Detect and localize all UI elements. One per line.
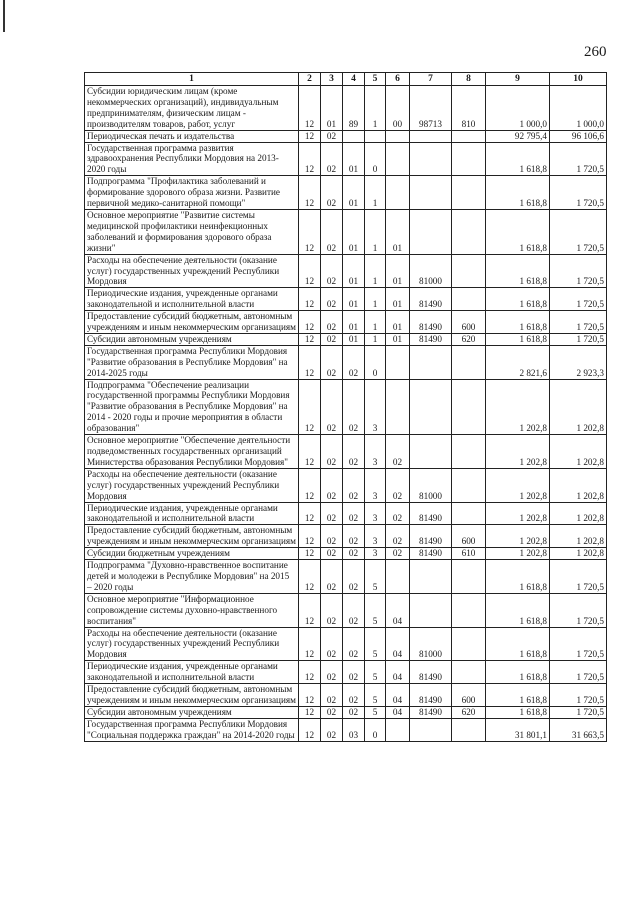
row-name: Государственная программа Республики Мордовия "Социальная поддержка граждан" на 2014-2020 годы [85, 718, 299, 741]
row-event: 04 [386, 627, 410, 661]
row-direction [410, 142, 452, 176]
row-subprogram: 1 [365, 254, 386, 288]
row-amount-year-2: 1 202,8 [550, 525, 607, 548]
row-program: 02 [343, 435, 365, 469]
row-program: 89 [343, 86, 365, 131]
row-event: 02 [386, 435, 410, 469]
row-section: 12 [299, 333, 321, 345]
row-subsection: 02 [321, 684, 343, 707]
table-row [85, 525, 607, 548]
row-event [386, 130, 410, 142]
row-subprogram: 5 [365, 593, 386, 627]
row-subprogram: 5 [365, 661, 386, 684]
row-name: Расходы на обеспечение деятельности (оказание услуг) государственных учреждений Республики Мордовия [85, 627, 299, 661]
row-subsection: 02 [321, 560, 343, 594]
row-subsection: 02 [321, 718, 343, 741]
row-event: 01 [386, 254, 410, 288]
row-amount-year-1: 1 618,8 [486, 288, 550, 311]
row-subprogram: 1 [365, 333, 386, 345]
row-section: 12 [299, 525, 321, 548]
row-amount-year-1: 1 618,8 [486, 593, 550, 627]
table-row [85, 502, 607, 525]
row-amount-year-2: 1 720,5 [550, 288, 607, 311]
row-expense-type [452, 718, 486, 741]
row-subsection: 02 [321, 130, 343, 142]
row-program: 02 [343, 661, 365, 684]
row-subprogram: 1 [365, 86, 386, 131]
row-name: Основное мероприятие "Информационное сопровождение системы духовно-нравственного воспитания" [85, 593, 299, 627]
row-event: 02 [386, 468, 410, 502]
row-expense-type: 600 [452, 525, 486, 548]
row-amount-year-1: 1 618,8 [486, 333, 550, 345]
row-subprogram: 3 [365, 435, 386, 469]
row-event: 04 [386, 706, 410, 718]
table-row [85, 379, 607, 435]
table-row [85, 661, 607, 684]
header-cell-4: 4 [343, 73, 365, 86]
row-section: 12 [299, 548, 321, 560]
row-direction [410, 176, 452, 210]
header-cell-3: 3 [321, 73, 343, 86]
row-section: 12 [299, 288, 321, 311]
header-cell-6: 6 [386, 73, 410, 86]
row-subsection: 02 [321, 468, 343, 502]
row-program: 01 [343, 333, 365, 345]
row-subprogram: 0 [365, 718, 386, 741]
row-expense-type [452, 468, 486, 502]
row-name: Государственная программа развития здравоохранения Республики Мордовия на 2013-2020 годы [85, 142, 299, 176]
row-name: Субсидии юридическим лицам (кроме некоммерческих организаций), индивидуальным предпринимателям, физическим лицам - производителям товаров, работ, услуг [85, 86, 299, 131]
table-row [85, 345, 607, 379]
row-subprogram: 3 [365, 548, 386, 560]
row-direction: 81490 [410, 288, 452, 311]
row-expense-type [452, 209, 486, 254]
row-name: Предоставление субсидий бюджетным, автономным учреждениям и иным некоммерческим организациям [85, 525, 299, 548]
row-subsection: 02 [321, 333, 343, 345]
row-subsection: 02 [321, 254, 343, 288]
row-name: Субсидии бюджетным учреждениям [85, 548, 299, 560]
row-name: Периодические издания, учрежденные органами законодательной и исполнительной власти [85, 288, 299, 311]
row-expense-type [452, 593, 486, 627]
row-amount-year-1: 1 618,8 [486, 706, 550, 718]
row-name: Субсидии автономным учреждениям [85, 333, 299, 345]
row-subprogram: 1 [365, 311, 386, 334]
row-program: 02 [343, 684, 365, 707]
row-subsection: 02 [321, 627, 343, 661]
row-section: 12 [299, 627, 321, 661]
row-amount-year-2: 96 106,6 [550, 130, 607, 142]
row-name: Периодическая печать и издательства [85, 130, 299, 142]
row-event [386, 345, 410, 379]
row-amount-year-2: 1 720,5 [550, 684, 607, 707]
row-direction: 81490 [410, 502, 452, 525]
row-name: Подпрограмма "Профилактика заболеваний и формирование здорового образа жизни. Развитие первичной медико-санитарной помощи" [85, 176, 299, 210]
row-expense-type [452, 130, 486, 142]
table-row [85, 86, 607, 131]
table-row [85, 468, 607, 502]
row-name: Периодические издания, учрежденные органами законодательной и исполнительной власти [85, 502, 299, 525]
row-amount-year-1: 1 618,8 [486, 209, 550, 254]
row-expense-type: 620 [452, 333, 486, 345]
row-event [386, 142, 410, 176]
row-section: 12 [299, 130, 321, 142]
row-direction [410, 435, 452, 469]
row-expense-type [452, 379, 486, 435]
row-name: Основное мероприятие "Обеспечение деятельности подведомственных государственных организаций Министерства образования Республики Мордовия" [85, 435, 299, 469]
row-direction: 81490 [410, 684, 452, 707]
row-subprogram: 5 [365, 684, 386, 707]
row-direction: 81490 [410, 525, 452, 548]
row-amount-year-1: 2 821,6 [486, 345, 550, 379]
row-subprogram: 5 [365, 706, 386, 718]
row-program: 02 [343, 525, 365, 548]
header-cell-5: 5 [365, 73, 386, 86]
row-subsection: 01 [321, 86, 343, 131]
row-expense-type [452, 502, 486, 525]
row-direction: 81490 [410, 661, 452, 684]
row-amount-year-2: 1 720,5 [550, 627, 607, 661]
row-amount-year-2: 1 202,8 [550, 468, 607, 502]
row-event: 01 [386, 288, 410, 311]
row-amount-year-1: 1 202,8 [486, 468, 550, 502]
row-amount-year-2: 1 720,5 [550, 209, 607, 254]
row-subsection: 02 [321, 525, 343, 548]
row-amount-year-2: 1 202,8 [550, 379, 607, 435]
table-row [85, 254, 607, 288]
row-direction: 98713 [410, 86, 452, 131]
row-direction: 81490 [410, 706, 452, 718]
row-section: 12 [299, 684, 321, 707]
row-subprogram: 5 [365, 560, 386, 594]
row-amount-year-2: 1 720,5 [550, 333, 607, 345]
row-section: 12 [299, 209, 321, 254]
row-subsection: 02 [321, 379, 343, 435]
row-section: 12 [299, 435, 321, 469]
table-row [85, 311, 607, 334]
row-name: Подпрограмма "Духовно-нравственное воспитание детей и молодежи в Республике Мордовия" на 2015 – 2020 годы [85, 560, 299, 594]
row-amount-year-2: 1 720,5 [550, 706, 607, 718]
row-program: 01 [343, 209, 365, 254]
row-event [386, 560, 410, 594]
row-expense-type: 600 [452, 311, 486, 334]
row-expense-type: 610 [452, 548, 486, 560]
row-name: Расходы на обеспечение деятельности (оказание услуг) государственных учреждений Республики Мордовия [85, 468, 299, 502]
row-program [343, 130, 365, 142]
row-program: 01 [343, 311, 365, 334]
row-amount-year-2: 1 720,5 [550, 142, 607, 176]
table-row [85, 627, 607, 661]
row-amount-year-2: 1 202,8 [550, 502, 607, 525]
row-section: 12 [299, 502, 321, 525]
row-direction [410, 130, 452, 142]
row-amount-year-1: 1 202,8 [486, 548, 550, 560]
row-subsection: 02 [321, 311, 343, 334]
row-amount-year-2: 31 663,5 [550, 718, 607, 741]
row-name: Государственная программа Республики Мордовия "Развитие образования в Республике Мордовия" на 2014-2025 годы [85, 345, 299, 379]
row-subsection: 02 [321, 661, 343, 684]
row-amount-year-2: 1 202,8 [550, 548, 607, 560]
row-program: 01 [343, 254, 365, 288]
row-subprogram: 1 [365, 288, 386, 311]
row-subprogram: 1 [365, 209, 386, 254]
row-amount-year-1: 1 202,8 [486, 525, 550, 548]
row-subprogram: 5 [365, 627, 386, 661]
row-program: 02 [343, 379, 365, 435]
row-subprogram: 3 [365, 379, 386, 435]
table-row [85, 435, 607, 469]
row-amount-year-1: 1 618,8 [486, 684, 550, 707]
row-amount-year-1: 1 618,8 [486, 142, 550, 176]
row-direction [410, 345, 452, 379]
row-amount-year-1: 1 202,8 [486, 502, 550, 525]
row-amount-year-1: 1 618,8 [486, 176, 550, 210]
row-program: 02 [343, 345, 365, 379]
row-program: 01 [343, 288, 365, 311]
header-cell-1: 1 [85, 73, 299, 86]
row-amount-year-1: 1 202,8 [486, 435, 550, 469]
table-row [85, 593, 607, 627]
table-row [85, 548, 607, 560]
header-row [85, 73, 607, 86]
row-subprogram: 3 [365, 525, 386, 548]
row-name: Основное мероприятие "Развитие системы медицинской профилактики неинфекционных заболеваний и формирования здорового образа жизни" [85, 209, 299, 254]
row-section: 12 [299, 86, 321, 131]
row-expense-type [452, 560, 486, 594]
row-amount-year-1: 1 618,8 [486, 311, 550, 334]
row-program: 01 [343, 176, 365, 210]
row-program: 02 [343, 468, 365, 502]
row-subprogram: 0 [365, 345, 386, 379]
row-amount-year-1: 1 000,0 [486, 86, 550, 131]
row-section: 12 [299, 311, 321, 334]
header-cell-9: 9 [486, 73, 550, 86]
row-program: 02 [343, 548, 365, 560]
budget-table [84, 72, 607, 742]
row-event: 04 [386, 661, 410, 684]
row-subprogram: 1 [365, 176, 386, 210]
header-cell-8: 8 [452, 73, 486, 86]
row-expense-type [452, 345, 486, 379]
row-section: 12 [299, 560, 321, 594]
row-direction [410, 209, 452, 254]
row-amount-year-2: 1 720,5 [550, 311, 607, 334]
table-row [85, 718, 607, 741]
row-section: 12 [299, 718, 321, 741]
row-expense-type [452, 661, 486, 684]
row-section: 12 [299, 176, 321, 210]
row-subprogram: 3 [365, 468, 386, 502]
row-event: 01 [386, 311, 410, 334]
row-subsection: 02 [321, 435, 343, 469]
table-row [85, 209, 607, 254]
margin-mark [3, 0, 5, 32]
row-amount-year-2: 1 720,5 [550, 560, 607, 594]
row-event: 02 [386, 525, 410, 548]
row-expense-type [452, 142, 486, 176]
row-subsection: 02 [321, 345, 343, 379]
row-subsection: 02 [321, 548, 343, 560]
row-expense-type: 600 [452, 684, 486, 707]
table-row [85, 288, 607, 311]
row-name: Периодические издания, учрежденные органами законодательной и исполнительной власти [85, 661, 299, 684]
row-section: 12 [299, 379, 321, 435]
row-program: 03 [343, 718, 365, 741]
row-amount-year-1: 1 618,8 [486, 254, 550, 288]
row-direction: 81000 [410, 627, 452, 661]
row-subprogram [365, 130, 386, 142]
table-row [85, 706, 607, 718]
row-name: Расходы на обеспечение деятельности (оказание услуг) государственных учреждений Республики Мордовия [85, 254, 299, 288]
table-row [85, 560, 607, 594]
row-event: 04 [386, 684, 410, 707]
row-amount-year-2: 1 202,8 [550, 435, 607, 469]
row-subsection: 02 [321, 142, 343, 176]
row-direction: 81490 [410, 311, 452, 334]
row-direction [410, 379, 452, 435]
row-amount-year-2: 1 720,5 [550, 176, 607, 210]
row-subprogram: 3 [365, 502, 386, 525]
row-subsection: 02 [321, 288, 343, 311]
row-expense-type: 810 [452, 86, 486, 131]
page-number: 260 [584, 44, 607, 60]
row-amount-year-1: 31 801,1 [486, 718, 550, 741]
table-row [85, 142, 607, 176]
row-direction: 81000 [410, 254, 452, 288]
row-name: Предоставление субсидий бюджетным, автономным учреждениям и иным некоммерческим организациям [85, 684, 299, 707]
row-subprogram: 0 [365, 142, 386, 176]
row-name: Подпрограмма "Обеспечение реализации государственной программы Республики Мордовия "Развитие образования в Республике Мордовия" на 2014 - 2020 годы и прочие мероприятия в области образования" [85, 379, 299, 435]
row-event: 02 [386, 548, 410, 560]
row-expense-type [452, 435, 486, 469]
row-name: Субсидии автономным учреждениям [85, 706, 299, 718]
header-cell-7: 7 [410, 73, 452, 86]
table-row [85, 176, 607, 210]
row-name: Предоставление субсидий бюджетным, автономным учреждениям и иным некоммерческим организациям [85, 311, 299, 334]
row-amount-year-1: 1 202,8 [486, 379, 550, 435]
row-event: 01 [386, 333, 410, 345]
row-amount-year-2: 1 000,0 [550, 86, 607, 131]
row-amount-year-2: 1 720,5 [550, 593, 607, 627]
row-event: 04 [386, 593, 410, 627]
row-expense-type [452, 254, 486, 288]
row-section: 12 [299, 706, 321, 718]
row-program: 01 [343, 142, 365, 176]
row-event: 01 [386, 209, 410, 254]
row-section: 12 [299, 593, 321, 627]
row-subsection: 02 [321, 209, 343, 254]
row-event [386, 379, 410, 435]
row-program: 02 [343, 627, 365, 661]
row-direction: 81490 [410, 333, 452, 345]
row-amount-year-2: 2 923,3 [550, 345, 607, 379]
row-subsection: 02 [321, 593, 343, 627]
header-cell-2: 2 [299, 73, 321, 86]
row-event [386, 718, 410, 741]
row-direction [410, 593, 452, 627]
row-section: 12 [299, 661, 321, 684]
row-section: 12 [299, 345, 321, 379]
row-event: 00 [386, 86, 410, 131]
row-amount-year-2: 1 720,5 [550, 254, 607, 288]
row-direction: 81000 [410, 468, 452, 502]
row-amount-year-1: 1 618,8 [486, 627, 550, 661]
header-cell-10: 10 [550, 73, 607, 86]
row-program: 02 [343, 560, 365, 594]
row-event [386, 176, 410, 210]
row-expense-type: 620 [452, 706, 486, 718]
row-amount-year-2: 1 720,5 [550, 661, 607, 684]
row-subsection: 02 [321, 706, 343, 718]
row-program: 02 [343, 502, 365, 525]
row-subsection: 02 [321, 176, 343, 210]
row-section: 12 [299, 142, 321, 176]
table-row [85, 333, 607, 345]
row-subsection: 02 [321, 502, 343, 525]
row-expense-type [452, 176, 486, 210]
row-direction [410, 560, 452, 594]
row-program: 02 [343, 593, 365, 627]
row-section: 12 [299, 254, 321, 288]
row-expense-type [452, 627, 486, 661]
row-amount-year-1: 1 618,8 [486, 661, 550, 684]
table-row [85, 130, 607, 142]
row-section: 12 [299, 468, 321, 502]
row-amount-year-1: 92 795,4 [486, 130, 550, 142]
row-program: 02 [343, 706, 365, 718]
table-row [85, 684, 607, 707]
row-event: 02 [386, 502, 410, 525]
row-amount-year-1: 1 618,8 [486, 560, 550, 594]
row-direction [410, 718, 452, 741]
row-direction: 81490 [410, 548, 452, 560]
row-expense-type [452, 288, 486, 311]
